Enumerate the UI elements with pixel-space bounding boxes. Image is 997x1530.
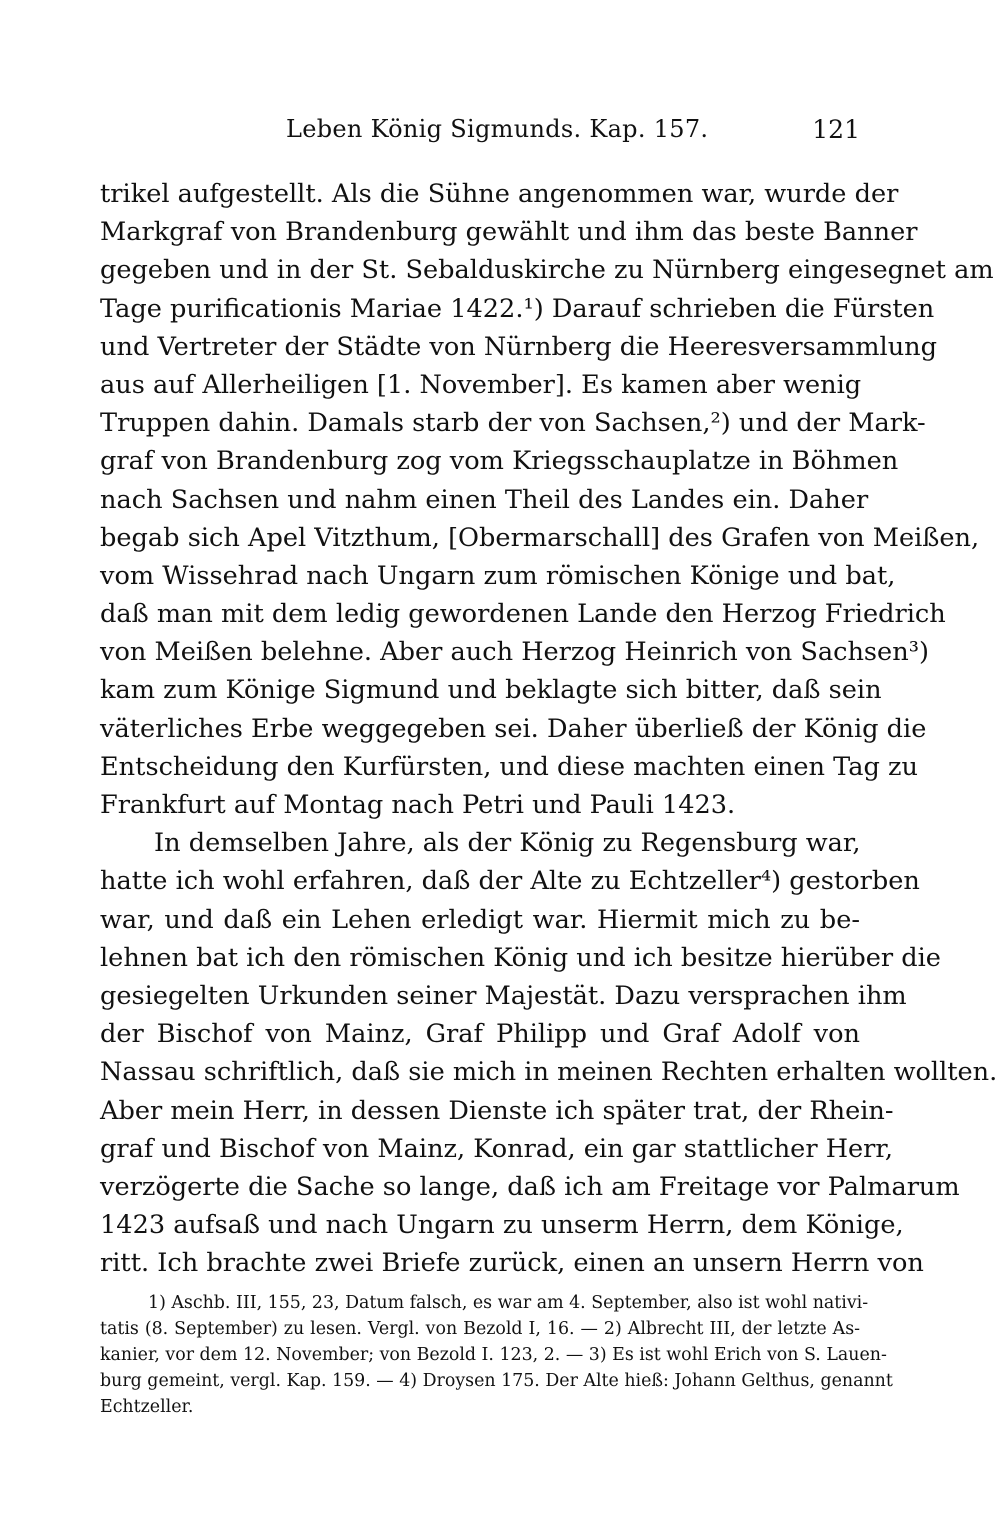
text-line: Entscheidung den Kurfürsten, und diese machten einen Tag zu: [100, 751, 918, 782]
footnote-line: kanier, vor dem 12. November; von Bezold I. 123, 2. — 3) Es ist wohl Erich von S. Lauen-: [100, 1345, 887, 1365]
text-line: ritt. Ich brachte zwei Briefe zurück, einen an unsern Herrn von: [100, 1248, 924, 1279]
text-line: vom Wissehrad nach Ungarn zum römischen Könige und bat,: [100, 560, 896, 591]
footnote-line: Echtzeller.: [100, 1397, 194, 1417]
text-line: väterliches Erbe weggegeben sei. Daher überließ der König die: [100, 713, 927, 744]
text-line: Frankfurt auf Montag nach Petri und Pauli 1423.: [100, 790, 736, 820]
text-line: war, und daß ein Lehen erledigt war. Hiermit mich zu be-: [100, 904, 860, 935]
footnote-line: 1) Aschb. III, 155, 23, Datum falsch, es war am 4. September, also ist wohl nativi-: [148, 1293, 869, 1313]
text-line: In demselben Jahre, als der König zu Regensburg war,: [154, 828, 861, 859]
text-line: aus auf Allerheiligen [1. November]. Es kamen aber wenig: [100, 369, 862, 400]
footnote-line: burg gemeint, vergl. Kap. 159. — 4) Droysen 175. Der Alte hieß: Johann Gelthus, genannt: [100, 1371, 893, 1391]
text-line: und Vertreter der Städte von Nürnberg die Heeresversammlung: [100, 331, 938, 362]
footnote-line: tatis (8. September) zu lesen. Vergl. von Bezold I, 16. — 2) Albrecht III, der letzte As-: [100, 1319, 860, 1339]
body-text: [100, 175, 997, 1282]
running-head: [100, 115, 860, 151]
text-line: kam zum Könige Sigmund und beklagte sich bitter, daß sein: [100, 675, 882, 706]
text-line: Nassau schriftlich, daß sie mich in meinen Rechten erhalten wollten.: [100, 1057, 997, 1088]
text-line: graf und Bischof von Mainz, Konrad, ein gar stattlicher Herr,: [100, 1133, 893, 1164]
running-title: Leben König Sigmunds. Kap. 157.: [286, 115, 709, 143]
text-line: von Meißen belehne. Aber auch Herzog Heinrich von Sachsen³): [100, 637, 929, 668]
text-line: trikel aufgestellt. Als die Sühne angenommen war, wurde der: [100, 179, 899, 209]
text-line: graf von Brandenburg zog vom Kriegsschauplatze in Böhmen: [100, 446, 899, 477]
text-line: Aber mein Herr, in dessen Dienste ich später trat, der Rhein-: [100, 1095, 894, 1126]
text-line: 1423 aufsaß und nach Ungarn zu unserm Herrn, dem Könige,: [100, 1210, 904, 1241]
text-line: verzögerte die Sache so lange, daß ich am Freitage vor Palmarum: [100, 1171, 960, 1202]
text-line: Truppen dahin. Damals starb der von Sachsen,²) und der Mark-: [100, 408, 926, 439]
footnotes: [100, 1290, 893, 1420]
text-line: begab sich Apel Vitzthum, [Obermarschall] des Grafen von Meißen,: [100, 522, 980, 553]
text-line: lehnen bat ich den römischen König und ich besitze hierüber die: [100, 942, 941, 973]
page-number: 121: [812, 115, 860, 144]
text-line: Markgraf von Brandenburg gewählt und ihm das beste Banner: [100, 217, 918, 248]
text-line: der Bischof von Mainz, Graf Philipp und Graf Adolf von: [100, 1019, 860, 1050]
text-line: nach Sachsen und nahm einen Theil des Landes ein. Daher: [100, 484, 869, 515]
text-line: hatte ich wohl erfahren, daß der Alte zu Echtzeller⁴) gestorben: [100, 866, 920, 897]
text-line: gesiegelten Urkunden seiner Majestät. Dazu versprachen ihm: [100, 980, 907, 1011]
text-line: Tage purificationis Mariae 1422.¹) Darauf schrieben die Fürsten: [100, 293, 935, 324]
text-line: daß man mit dem ledig gewordenen Lande den Herzog Friedrich: [100, 599, 946, 630]
text-line: gegeben und in der St. Sebalduskirche zu Nürnberg eingesegnet am: [100, 255, 994, 286]
